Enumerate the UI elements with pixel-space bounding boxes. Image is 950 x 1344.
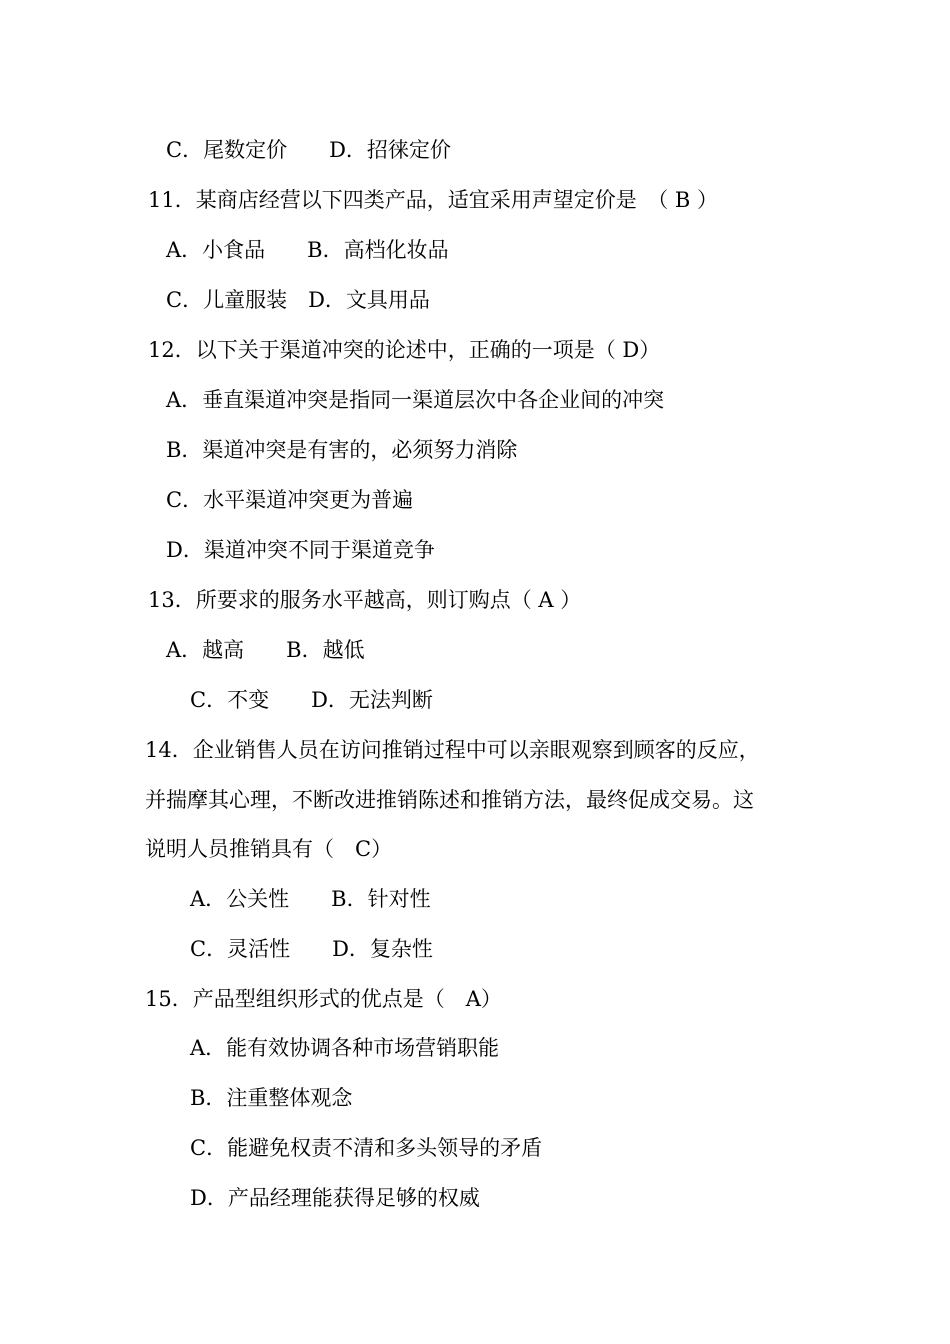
q12-option-b: B．渠道冲突是有害的，必须努力消除	[166, 438, 518, 462]
q15-option-d: D．产品经理能获得足够的权威	[190, 1186, 480, 1210]
q13-options-cd: C．不变 D．无法判断	[190, 688, 433, 712]
q14-question-line3: 说明人员推销具有（ C）	[145, 837, 393, 861]
q15-question: 15．产品型组织形式的优点是（ A）	[145, 987, 502, 1011]
q10-options-cd: C．尾数定价 D．招徕定价	[166, 138, 451, 162]
q14-question-line2: 并揣摩其心理，不断改进推销陈述和推销方法，最终促成交易。这	[145, 788, 754, 812]
q15-option-b: B．注重整体观念	[190, 1086, 353, 1110]
q15-option-c: C．能避免权责不清和多头领导的矛盾	[190, 1136, 543, 1160]
q13-question: 13．所要求的服务水平越高，则订购点（ A ）	[148, 588, 582, 612]
q15-option-a: A．能有效协调各种市场营销职能	[190, 1036, 500, 1060]
q12-option-c: C．水平渠道冲突更为普遍	[166, 488, 414, 512]
q11-options-cd: C．儿童服装 D．文具用品	[166, 288, 430, 312]
q12-option-d: D．渠道冲突不同于渠道竞争	[166, 538, 435, 562]
q14-options-ab: A．公关性 B．针对性	[190, 887, 431, 911]
q13-options-ab: A．越高 B．越低	[166, 638, 365, 662]
q14-question-line1: 14．企业销售人员在访问推销过程中可以亲眼观察到顾客的反应，	[145, 738, 760, 762]
q12-question: 12．以下关于渠道冲突的论述中，正确的一项是（ D）	[148, 338, 661, 362]
q11-options-ab: A．小食品 B．高档化妆品	[166, 238, 449, 262]
q11-question: 11．某商店经营以下四类产品，适宜采用声望定价是 （ B ）	[148, 188, 719, 212]
q12-option-a: A．垂直渠道冲突是指同一渠道层次中各企业间的冲突	[166, 388, 665, 412]
q14-options-cd: C．灵活性 D．复杂性	[190, 937, 433, 961]
